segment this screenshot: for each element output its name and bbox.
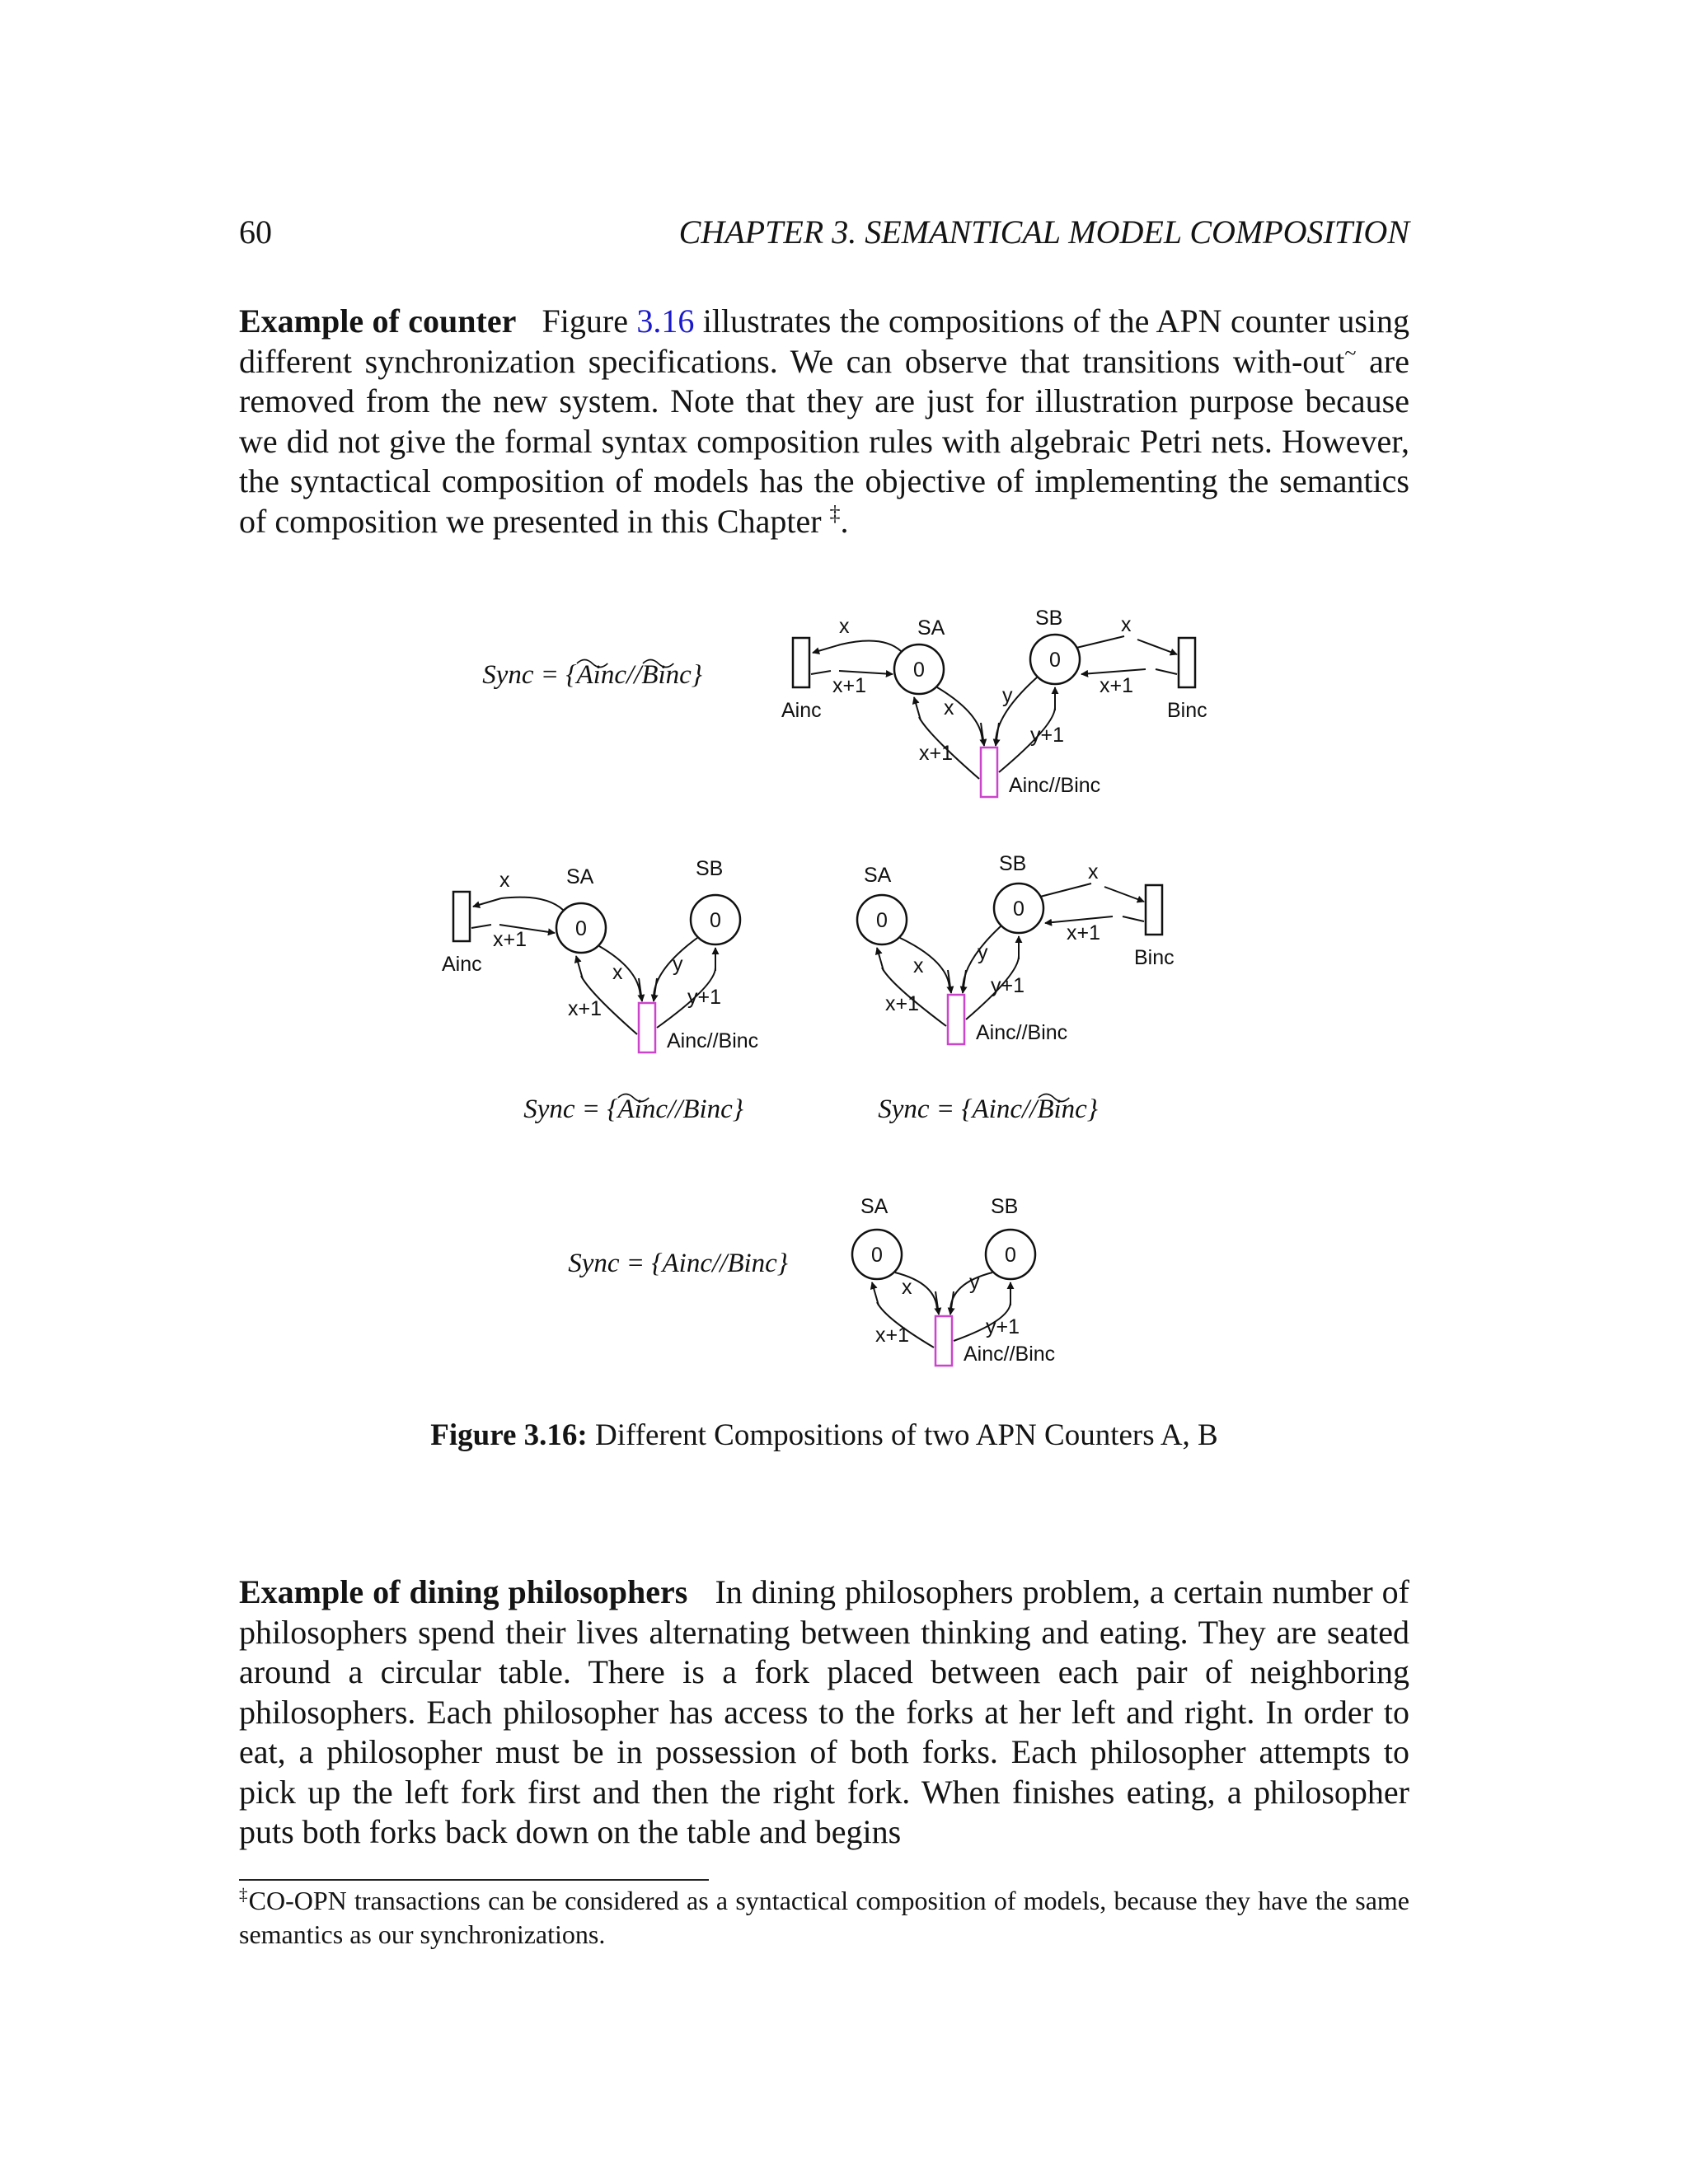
arc-head-ainc-out	[813, 644, 841, 653]
arc-sa-out	[900, 938, 950, 990]
arc-label-x-plus-1: x+1	[885, 992, 920, 1015]
diagram-3	[857, 852, 1175, 1124]
token-sa: 0	[876, 909, 888, 932]
arc-head-sa-in	[877, 948, 884, 971]
sync-spec: Sync = {Ainc//Binc}	[568, 1249, 788, 1278]
footnote-text: CO-OPN transactions can be considered as a syntactical composition of models, because they have the same semantics as our synchronizations.	[239, 1886, 1409, 1949]
footnote-mark: ‡	[239, 1885, 249, 1905]
arc-label-ainc-x: x	[839, 615, 850, 638]
sync-transition	[948, 995, 964, 1044]
token-sb: 0	[1013, 898, 1025, 921]
diagram-2	[442, 857, 758, 1124]
arc-label-x: x	[902, 1276, 912, 1299]
arc-head-sa-in	[872, 1282, 879, 1305]
arc-label-x-plus-1: x+1	[568, 997, 603, 1020]
footnote-mark[interactable]: ‡	[829, 501, 841, 526]
place-label-sa: SA	[917, 616, 945, 640]
arc-ainc-out	[841, 641, 901, 652]
footnote	[239, 1884, 1409, 1952]
arc-label-y-plus-1: y+1	[991, 974, 1025, 997]
sync-spec: Sync = {Ainc//Binc}	[523, 1094, 743, 1124]
arc-binc-in-tail	[1156, 669, 1177, 674]
sync-spec: Sync = {Ainc//Binc}	[482, 660, 702, 690]
transition-ainc	[453, 892, 470, 941]
arc-label-binc-x-plus-1: x+1	[1067, 921, 1101, 944]
token-sb: 0	[1049, 649, 1061, 672]
petri-net-figure	[404, 587, 1228, 1378]
sync-transition-label: Ainc//Binc	[976, 1021, 1068, 1044]
diagram-1	[482, 607, 1207, 797]
paragraph-heading: Example of counter	[239, 302, 517, 340]
caption-text: Different Compositions of two APN Counters A, B	[587, 1418, 1218, 1452]
footnote-rule	[239, 1879, 709, 1881]
paragraph-philosophers: Example of dining philosophers In dining philosophers problem, a certain number of philosophers spend their lives alternating between thinking and eating. They are seated around a circular table. There is a fork placed between each pair of neighboring philosophers. Each philosopher has access to the forks at her left and right. In order to eat, a philosopher must be in possession of both forks. Each philosopher attempts to pick up the left fork first and then the right fork. When finishes eating, a philosopher puts both forks back down on the table and begins	[239, 1573, 1409, 1850]
diagrams-layer	[442, 607, 1207, 1366]
figure-ref-link[interactable]: 3.16	[636, 302, 695, 340]
page-header	[239, 213, 1409, 259]
paragraph-heading: Example of dining philosophers	[239, 1573, 688, 1610]
transition-ainc	[793, 638, 809, 687]
place-label-sa: SA	[860, 1195, 889, 1218]
figure-caption	[239, 1418, 1409, 1453]
arc-ainc-in-tail	[471, 925, 491, 928]
arc-label-binc-x-plus-1: x+1	[1100, 674, 1134, 697]
place-label-sa: SA	[864, 864, 892, 887]
place-label-sb: SB	[696, 857, 724, 880]
sync-transition	[981, 748, 997, 797]
transition-binc	[1179, 638, 1195, 687]
transition-binc	[1146, 885, 1162, 935]
caption-label: Figure 3.16:	[430, 1418, 588, 1452]
place-label-sb: SB	[991, 1195, 1019, 1218]
arc-label-y: y	[1002, 684, 1013, 707]
arc-binc-in-tail	[1123, 916, 1144, 921]
arc-label-x-plus-1: x+1	[919, 742, 954, 765]
sync-transition-label: Ainc//Binc	[1009, 774, 1101, 797]
arc-head-binc-out	[1137, 640, 1177, 654]
token-sb: 0	[1005, 1244, 1016, 1267]
arc-label-ainc-x-plus-1: x+1	[832, 674, 867, 697]
arc-ainc-in-tail	[811, 671, 831, 674]
arc-label-y: y	[978, 941, 988, 964]
transition-label-binc: Binc	[1134, 946, 1175, 969]
arc-head-binc-out	[1104, 887, 1144, 902]
arc-label-y: y	[969, 1271, 980, 1294]
token-sa: 0	[913, 658, 925, 682]
arc-label-ainc-x-plus-1: x+1	[493, 928, 528, 951]
sync-transition	[935, 1316, 952, 1366]
arc-label-x-plus-1: x+1	[875, 1324, 910, 1347]
token-sb: 0	[710, 909, 721, 932]
arc-label-binc-x: x	[1121, 613, 1132, 636]
arc-head-sa-in	[576, 956, 583, 979]
arc-head-sa-in	[914, 697, 921, 720]
place-label-sa: SA	[566, 865, 594, 888]
transition-label-binc: Binc	[1167, 699, 1207, 722]
page-number: 60	[239, 213, 272, 251]
sync-transition	[639, 1003, 655, 1052]
arc-binc-out	[1040, 883, 1091, 897]
arc-label-binc-x: x	[1088, 860, 1099, 883]
transition-label-ainc: Ainc	[781, 699, 822, 722]
chapter-title: CHAPTER 3. SEMANTICAL MODEL COMPOSITION	[678, 213, 1409, 251]
token-sa: 0	[871, 1244, 883, 1267]
place-label-sb: SB	[1035, 607, 1063, 630]
arc-binc-out	[1076, 636, 1124, 648]
sync-transition-label: Ainc//Binc	[667, 1029, 759, 1052]
diagram-4	[568, 1195, 1055, 1366]
arc-ainc-out	[501, 898, 563, 910]
place-label-sb: SB	[999, 852, 1027, 875]
arc-label-y: y	[673, 953, 683, 976]
arc-label-y-plus-1: y+1	[986, 1315, 1020, 1338]
arc-label-x: x	[913, 954, 924, 977]
arc-label-y-plus-1: y+1	[687, 986, 722, 1009]
sync-transition-label: Ainc//Binc	[964, 1343, 1056, 1366]
arc-label-x: x	[612, 961, 623, 984]
transition-label-ainc: Ainc	[442, 953, 482, 976]
arc-label-y-plus-1: y+1	[1030, 724, 1065, 747]
token-sa: 0	[575, 917, 587, 940]
paragraph-counter: Example of counter Figure 3.16 illustrates the compositions of the APN counter using different synchronization specifications. We can observe that transitions with-out~ are removed from the new system. Note that they are just for illustration purpose because we did not give the formal syntax composition rules with algebraic Petri nets. However, the syntactical composition of models has the objective of implementing the semantics of composition we presented in this Chapter ‡.	[239, 302, 1409, 540]
arc-label-x: x	[944, 696, 954, 719]
arc-head-ainc-out	[473, 898, 501, 907]
arc-label-ainc-x: x	[499, 869, 510, 892]
sync-spec: Sync = {Ainc//Binc}	[878, 1094, 1098, 1124]
